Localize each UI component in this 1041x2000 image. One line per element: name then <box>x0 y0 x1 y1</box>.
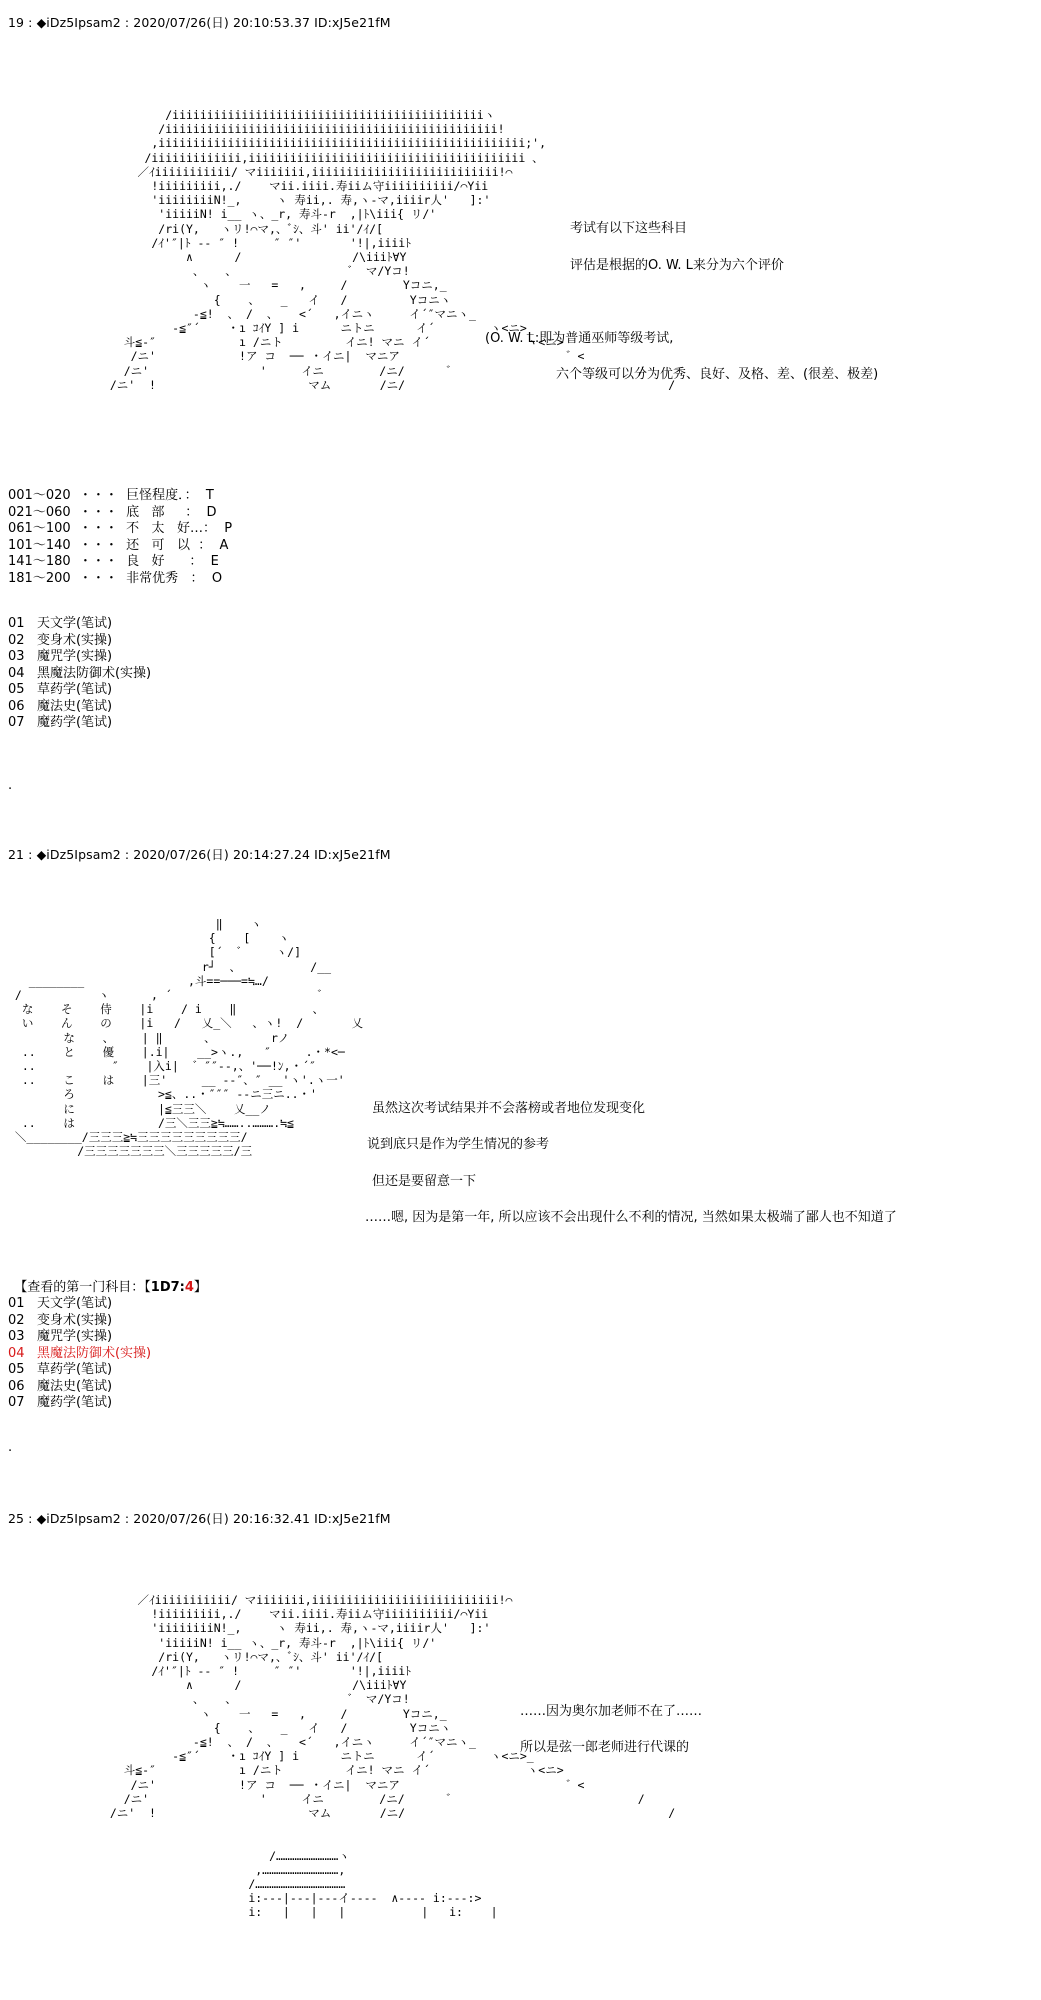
subject-item: 05 草药学(笔试) <box>8 682 113 697</box>
ascii-art-line: { 、 _ イ / Yコニヽ <box>96 1720 452 1735</box>
ascii-art-line: ／ｲiiiiiiiiiii/ マiiiiiii,iiiiiiiiiiiiiiiiiiiiiiiiiii!⌒ <box>96 164 513 179</box>
ascii-art-line: な そ 侍 |i / i ‖ 、 <box>8 1002 325 1017</box>
ascii-art-line: ヽ 一 = , / Yコニ,_ <box>96 1706 447 1721</box>
ascii-art-line: ,iiiiiiiiiiiiiiiiiiiiiiiiiiiiiiiiiiiiiiiiiiiiiiiiiiiii;', <box>96 136 547 151</box>
subject-item: 06 魔法史(笔试) <box>8 1378 113 1394</box>
ascii-art-line: ________ ,斗==───=≒…/ <box>8 973 269 988</box>
post-21-header: 21 : ◆iDz5Ipsam2 : 2020/07/26(日) 20:14:27.24 ID:xJ5e21fM <box>8 847 391 862</box>
ascii-art-line: 、 、 ゛ マ/Yコ! <box>96 264 410 279</box>
post-21-ascii-art <box>8 917 363 1158</box>
post-25-text-2: 所以是弦一郎老师进行代课的 <box>520 1740 690 1755</box>
ascii-art-line: [´ ゛ ヽ/] <box>8 945 302 960</box>
ascii-art-line: !iiiiiiiii,./ マii.iiii.寿iiム守iiiiiiiiii/⌒Yii <box>96 1607 489 1622</box>
ascii-art-line: -≦! 、 / 、 <´ ,イニヽ イ´″マニヽ_ <box>96 306 476 321</box>
grade-row: 021～060 ・・・ 底 部 ： D <box>8 504 217 520</box>
ascii-art-line: ヽ 一 = , / Yコニ,_ <box>96 278 447 293</box>
post-21-subject-list <box>8 1296 151 1412</box>
post-25-text-1: ……因为奥尔加老师不在了…… <box>520 1704 703 1719</box>
ascii-art-line: 'iiiiiiiiN!_, ヽ 寿ii,. 寿,ヽ-マ,iiiir人' ]:' <box>96 193 491 208</box>
post-21-text-2: 说到底只是作为学生情况的参考 <box>367 1137 550 1152</box>
ascii-art-line: 'iiiiiN! i__ ヽ、_r, 寿斗-r ,|ﾄ\iii{ リ/' <box>96 207 437 222</box>
ascii-art-line: ろ >≦、..・″″″ --ニ三ニ..・' <box>8 1087 317 1102</box>
ascii-art-line: ∧ / /\iiiﾄ∀Y <box>96 1678 407 1693</box>
ascii-art-line: に |≦三三＼ 乂__ノ <box>8 1101 271 1116</box>
ascii-art-line: r┘ 、 /__ <box>8 959 332 974</box>
subject-item: 06 魔法史(笔试) <box>8 698 113 714</box>
subject-item: 02 变身术(实操) <box>8 1312 113 1328</box>
post-19-text-1: 考试有以下这些科目 <box>570 221 688 236</box>
ascii-art-line: /ri(Y, ヽリ!⌒マ,、ﾞｼ、斗' ii'/ｲ/[ <box>96 1649 384 1664</box>
post-21-text-1: 虽然这次考试结果并不会落榜或者地位发现变化 <box>372 1101 646 1116</box>
ascii-art-line: -≦″´ ・ı ｺｲY ] i ニトニ イ´ ヽ<ニ>_ <box>96 1749 534 1764</box>
subject-item: 05 草药学(笔试) <box>8 1362 113 1377</box>
ascii-art-line: /三三三三三三三＼三三三三三/三 <box>8 1144 253 1159</box>
subject-item: 03 魔咒学(实操) <box>8 649 113 664</box>
ascii-art-line: ＼________/三三三≧≒三三三三三三三三三/ <box>8 1130 248 1145</box>
ascii-art-line: /ニ' ! マム /ニ/ / <box>96 377 676 392</box>
post-21-end-mark: . <box>8 1440 13 1455</box>
subject-item: 02 变身术(实操) <box>8 632 113 648</box>
ascii-art-line: /ニ' ' イニ /ニ/ ゛ / <box>96 1791 645 1806</box>
ascii-art-line: /ｲ'″|ﾄ -- ″ ! ″ ″' '!|,iiiiﾄ <box>96 235 411 250</box>
ascii-art-line: 'iiiiiiiiN!_, ヽ 寿ii,. 寿,ヽ-マ,iiiir人' ]:' <box>96 1621 491 1636</box>
ascii-art-line: i:---|---|---イ---- ∧---- i:---:> <box>96 1891 482 1906</box>
subject-item: 01 天文学(笔试) <box>8 616 113 631</box>
dice-roll-suffix: 】 <box>193 1280 207 1295</box>
grade-row: 061～100 ・・・ 不 太 好…： P <box>8 521 233 536</box>
grade-row: 101～140 ・・・ 还 可 以 ： A <box>8 537 229 553</box>
ascii-art-line: 斗≦-″ ı /ニト イニ! マニ イ´ ヽ<ニ> <box>96 1763 564 1778</box>
ascii-art-line: .. と 優 |.i| __>ヽ., ″ .・*<─ <box>8 1044 345 1059</box>
ascii-art-line: /………………………ヽ <box>96 1848 350 1863</box>
ascii-art-line: /ニ' ! マム /ニ/ / <box>96 1806 676 1821</box>
ascii-art-line <box>96 1834 675 1848</box>
subject-item: 07 魔药学(笔试) <box>8 1395 113 1410</box>
ascii-art-line: /iiiiiiiiiiiii,iiiiiiiiiiiiiiiiiiiiiiiiiiiiiiiiiiiiiiii 、 <box>96 150 544 165</box>
ascii-art-line: 'iiiiiN! i__ ヽ、_r, 寿斗-r ,|ﾄ\iii{ リ/' <box>96 1635 437 1650</box>
ascii-art-line: .. は /三＼三三≧≒……..……….≒≦ <box>8 1115 294 1130</box>
post-21-text-3: 但还是要留意一下 <box>372 1174 477 1189</box>
ascii-art-line <box>96 1820 675 1834</box>
ascii-art-line: !iiiiiiiii,./ マii.iiii.寿iiム守iiiiiiiiii/⌒Yii <box>96 179 489 194</box>
ascii-art-line: { 、 _ イ / Yコニヽ <box>96 292 452 307</box>
post-21-text-4: ……嗯, 因为是第一年, 所以应该不会出现什么不利的情况, 当然如果太极端了鄙人也不知道了 <box>365 1210 897 1225</box>
ascii-art-line: / ヽ , ´ ゛ <box>8 988 329 1003</box>
subject-item: 03 魔咒学(实操) <box>8 1329 113 1344</box>
ascii-art-line: i: | | | | i: | <box>96 1905 498 1920</box>
dice-roll-line <box>6 1261 207 1295</box>
ascii-art-line: /ニ' !ア コ ── ・イニ| マニア ゛< <box>96 1777 585 1792</box>
subject-item: 04 黑魔法防御术(实操) <box>8 665 152 681</box>
ascii-art-line: /………………………………… <box>96 1877 346 1892</box>
post-19-header: 19 : ◆iDz5Ipsam2 : 2020/07/26(日) 20:10:53.37 ID:xJ5e21fM <box>8 15 391 30</box>
ascii-art-line: い ん の |i / 乂_＼ 、ヽ! / 乂 <box>8 1016 364 1031</box>
ascii-art-line: /iiiiiiiiiiiiiiiiiiiiiiiiiiiiiiiiiiiiiiiiiiiiiiii! <box>96 122 505 137</box>
ascii-art-line: ‖ ヽ <box>8 917 262 931</box>
ascii-art-line: /iiiiiiiiiiiiiiiiiiiiiiiiiiiiiiiiiiiiiiiiiiiiiヽ <box>96 108 496 122</box>
ascii-art-line: ,……………………………, <box>96 1862 346 1877</box>
ascii-art-line: な 、 | ‖ 、 rノ <box>8 1030 290 1045</box>
subject-item: 04 黑魔法防御术(实操) <box>8 1345 152 1361</box>
ascii-art-line: 、 、 ゛ マ/Yコ! <box>96 1692 410 1707</box>
post-19-ascii-art <box>96 108 675 392</box>
subject-item: 01 天文学(笔试) <box>8 1296 113 1311</box>
ascii-art-line: .. ″ |入i| ゛″″--,、'──!ﾝ,・´″ <box>8 1059 316 1074</box>
dice-roll-prefix: 【查看的第一门科目：【 <box>14 1280 151 1295</box>
dice-roll-die: 1D7: <box>150 1280 185 1295</box>
ascii-art-line: { [ ヽ <box>8 931 290 946</box>
ascii-art-line: ／ｲiiiiiiiiiii/ マiiiiiii,iiiiiiiiiiiiiiiiiiiiiiiiiii!⌒ <box>96 1593 513 1607</box>
ascii-art-line: /ｲ'″|ﾄ -- ″ ! ″ ″' '!|,iiiiﾄ <box>96 1664 411 1679</box>
post-19-subject-list <box>8 616 151 732</box>
grade-table <box>8 488 232 587</box>
post-19-end-mark: . <box>8 778 13 793</box>
grade-row: 181～200 ・・・ 非常优秀 ： O <box>8 570 223 586</box>
grade-row: 141～180 ・・・ 良 好 ： E <box>8 554 219 569</box>
post-19-text-3: (O. W. L:即为普通巫师等级考试, <box>485 331 674 346</box>
grade-row: 001～020 ・・・ 巨怪程度．： T <box>8 488 214 503</box>
ascii-art-line: 斗≦-″ ı /ニト イニ! マニ イ´ ヽ<ニ> <box>96 335 564 350</box>
post-25-header: 25 : ◆iDz5Ipsam2 : 2020/07/26(日) 20:16:32.41 ID:xJ5e21fM <box>8 1511 391 1526</box>
post-25-ascii-art <box>96 1593 675 1920</box>
post-19-text-4: 六个等级可以分为优秀、良好、及格、差、(很差、极差) <box>556 367 879 382</box>
post-19-text-2: 评估是根据的O. W. L来分为六个评价 <box>570 258 784 273</box>
ascii-art-line: /ri(Y, ヽリ!⌒マ,、ﾞｼ、斗' ii'/ｲ/[ <box>96 221 384 236</box>
ascii-art-line: /ニ' !ア コ ── ・イニ| マニア ゛< <box>96 349 585 364</box>
ascii-art-line: /ニ' ' イニ /ニ/ ゛ / <box>96 363 645 378</box>
ascii-art-line: .. こ は |三' __ --″、″ __'ヽ'.ヽ一' <box>8 1073 345 1088</box>
ascii-art-line: ∧ / /\iiiﾄ∀Y <box>96 250 407 265</box>
ascii-art-line: -≦! 、 / 、 <´ ,イニヽ イ´″マニヽ_ <box>96 1735 476 1750</box>
dice-roll-result: 4 <box>184 1280 194 1295</box>
ascii-art-line: -≦″´ ・ı ｺｲY ] i ニトニ イ´ ヽ<ニ>_ <box>96 321 534 336</box>
subject-item: 07 魔药学(笔试) <box>8 715 113 730</box>
